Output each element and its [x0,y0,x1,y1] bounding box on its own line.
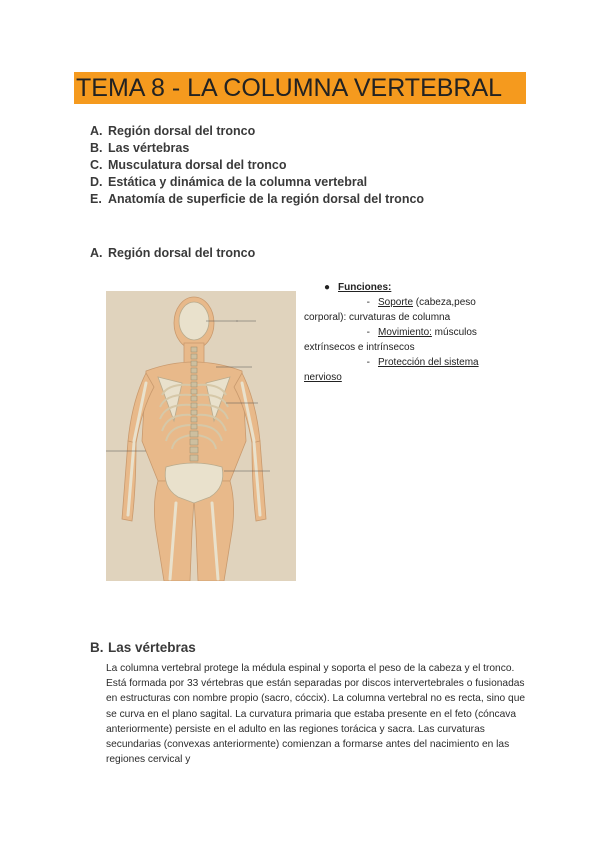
toc-item-e: E. Anatomía de superficie de la región dorsal del tronco [90,192,425,206]
function-item-protection-cont: nervioso [304,372,342,383]
function-item-movement-cont: extrínsecos e intrínsecos [304,342,415,353]
table-of-contents [90,123,424,208]
vertebrae-paragraph: La columna vertebral protege la médula espinal y soporta el peso de la cabeza y el tronco. Está formada por 33 vértebras que están separadas por discos intervertebrales o fusionadas en estructuras con nombre propio (sacro, cóccix). La columna vertebral no es recta, sino que se curva en el plano sagital. La curvatura primaria que estaba presente en el feto (cóncava anteriormente) persiste en el adulto en las regiones torácica y sacra. Las curvaturas secundarias (convexas anteriormente) comienzan a formarse antes del nacimiento en las regiones cervical y [106,663,526,766]
toc-item-c: C. Musculatura dorsal del tronco [90,158,287,172]
functions-heading: ● Funciones: [324,282,392,293]
section-b-heading: B. Las vértebras [90,640,196,655]
toc-item-a: A. Región dorsal del tronco [90,124,256,138]
function-item-support: - Soporte (cabeza,peso [366,297,476,308]
function-item-movement: - Movimiento: músculos [366,327,477,338]
function-item-protection: - Protección del sistema [366,357,479,368]
toc-item-b: B. Las vértebras [90,141,190,155]
page-title: TEMA 8 - LA COLUMNA VERTEBRAL [74,72,526,104]
functions-list [304,280,504,385]
toc-item-d: D. Estática y dinámica de la columna vertebral [90,175,368,189]
section-a-heading: A. Región dorsal del tronco [90,246,256,260]
bullet-icon: ● [324,282,331,293]
dorsal-anatomy-illustration [106,291,296,581]
function-item-support-cont: corporal): curvaturas de columna [304,312,451,323]
